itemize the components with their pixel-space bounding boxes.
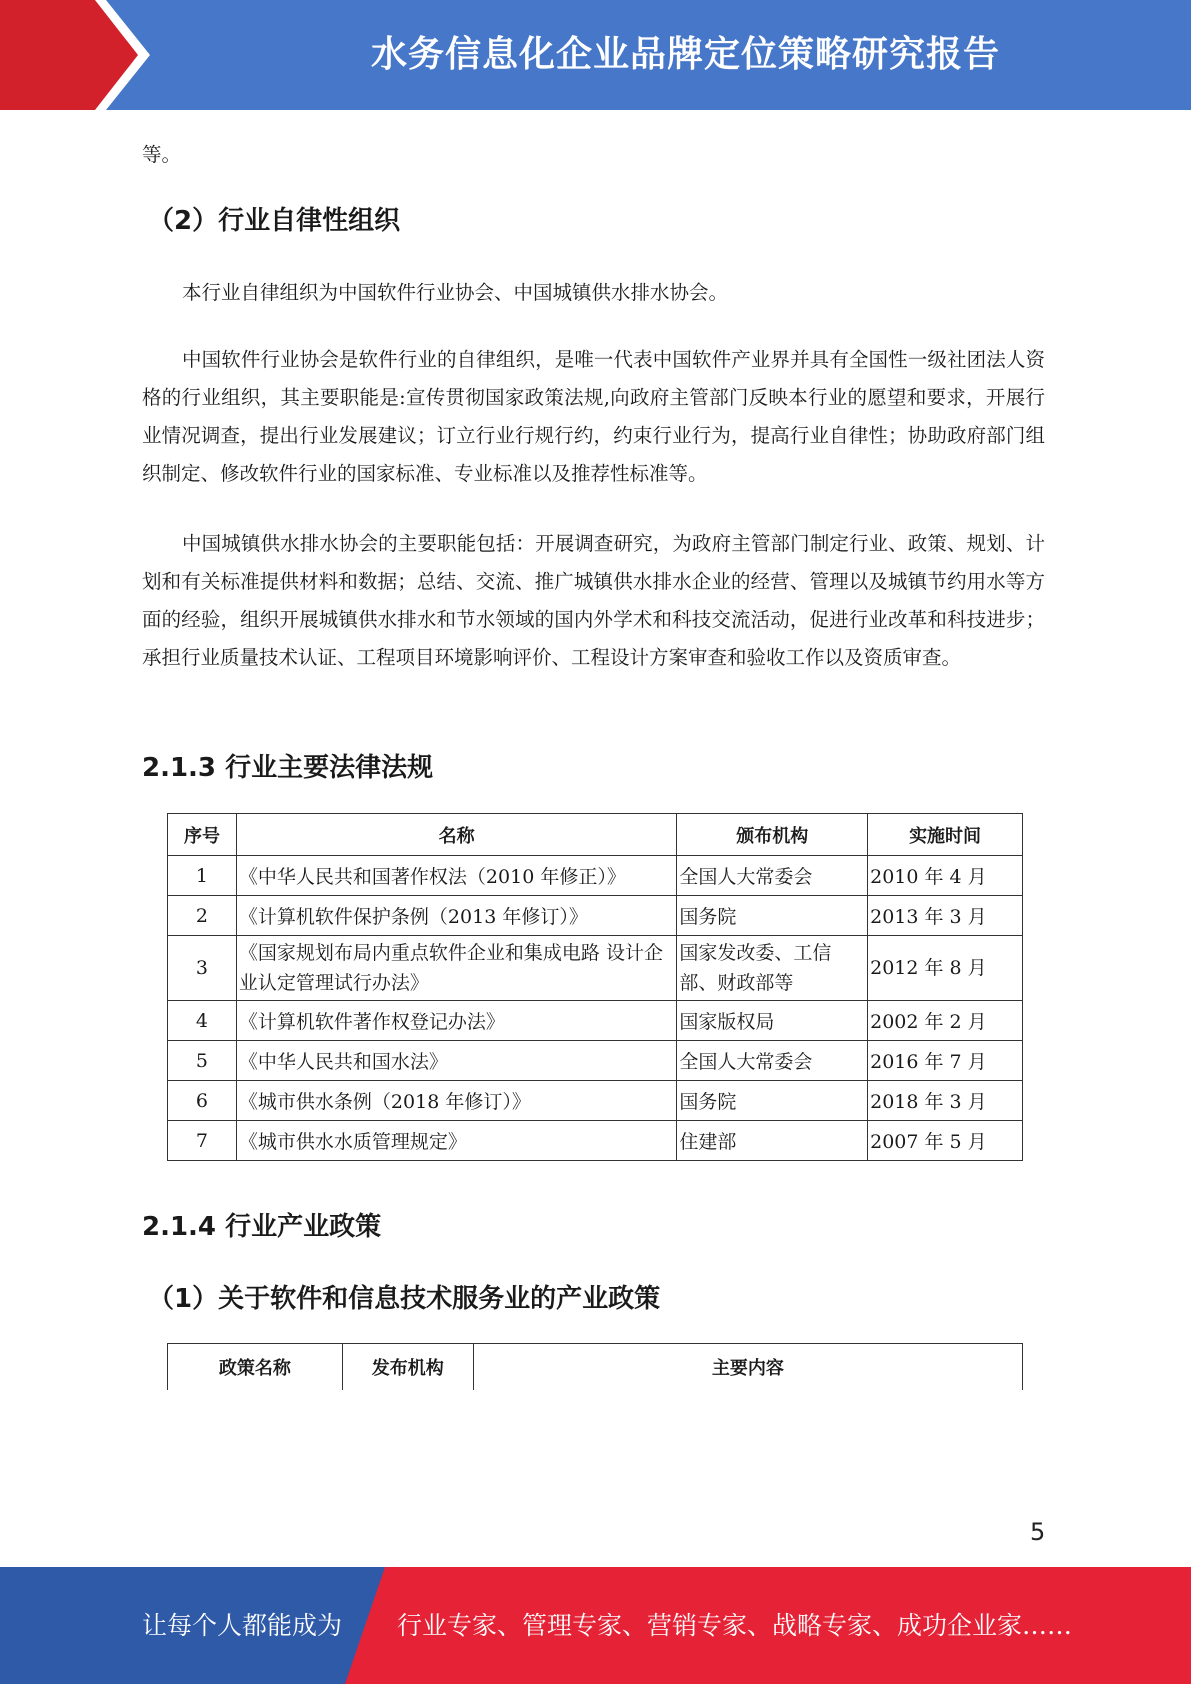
table-row (168, 1081, 1023, 1121)
cell-name: 《中华人民共和国著作权法（2010 年修正）》 (236, 856, 676, 896)
page-header (0, 0, 1191, 110)
footer-slogan-left: 让每个人都能成为 (142, 1611, 343, 1640)
cell-index: 3 (168, 936, 237, 1001)
cell-name: 《城市供水水质管理规定》 (236, 1121, 676, 1161)
paragraph-1: 本行业自律组织为中国软件行业协会、中国城镇供水排水协会。 (182, 281, 729, 304)
column-header: 名称 (236, 814, 676, 856)
cell-issuer: 国务院 (677, 896, 868, 936)
footer-slogan-right: 行业专家、管理专家、营销专家、战略专家、成功企业家…… (397, 1611, 1073, 1640)
cell-name: 《计算机软件保护条例（2013 年修订）》 (236, 896, 676, 936)
cell-name: 《城市供水条例（2018 年修订）》 (236, 1081, 676, 1121)
cell-issuer: 国家版权局 (677, 1001, 868, 1041)
continuation-text: 等。 (142, 143, 182, 166)
report-title: 水务信息化企业品牌定位策略研究报告 (370, 34, 1000, 75)
cell-date: 2013 年 3 月 (868, 896, 1023, 936)
table-header-row (168, 814, 1023, 856)
table-row (168, 1041, 1023, 1081)
cell-date: 2018 年 3 月 (868, 1081, 1023, 1121)
cell-name: 《计算机软件著作权登记办法》 (236, 1001, 676, 1041)
section-heading-self-regulation: （2）行业自律性组织 (148, 206, 401, 236)
cell-index: 1 (168, 856, 237, 896)
table-header-row (168, 1344, 1023, 1391)
cell-issuer: 住建部 (677, 1121, 868, 1161)
cell-name: 《国家规划布局内重点软件企业和集成电路 设计企业认定管理试行办法》 (236, 936, 676, 1001)
subheading-policy: （1）关于软件和信息技术服务业的产业政策 (148, 1284, 661, 1314)
column-header: 序号 (168, 814, 237, 856)
cell-index: 5 (168, 1041, 237, 1081)
cell-index: 7 (168, 1121, 237, 1161)
laws-table (167, 813, 1023, 1161)
cell-issuer: 全国人大常委会 (677, 1041, 868, 1081)
paragraph-2: 中国软件行业协会是软件行业的自律组织，是唯一代表中国软件产业界并具有全国性一级社团法人资格的行业组织，其主要职能是:宣传贯彻国家政策法规,向政府主管部门反映本行业的愿望和要求，开展行业情况调查，提出行业发展建议；订立行业行规行约，约束行业行为，提高行业自律性；协助政府部门组织制定、修改软件行业的国家标准、专业标准以及推荐性标准等。 (142, 348, 1045, 485)
cell-issuer: 国家发改委、工信部、财政部等 (677, 936, 868, 1001)
cell-name: 《中华人民共和国水法》 (236, 1041, 676, 1081)
cell-date: 2016 年 7 月 (868, 1041, 1023, 1081)
column-header: 发布机构 (342, 1344, 473, 1391)
cell-date: 2002 年 2 月 (868, 1001, 1023, 1041)
header-red-arrow (0, 0, 150, 110)
section-heading-policy: 2.1.4 行业产业政策 (142, 1212, 382, 1242)
column-header: 主要内容 (473, 1344, 1022, 1391)
paragraph-3: 中国城镇供水排水协会的主要职能包括：开展调查研究，为政府主管部门制定行业、政策、规划、计划和有关标准提供材料和数据；总结、交流、推广城镇供水排水企业的经营、管理以及城镇节约用水等方面的经验，组织开展城镇供水排水和节水领域的国内外学术和科技交流活动，促进行业改革和科技进步；承担行业质量技术认证、工程项目环境影响评价、工程设计方案审查和验收工作以及资质审查。 (142, 532, 1045, 669)
cell-index: 6 (168, 1081, 237, 1121)
cell-date: 2010 年 4 月 (868, 856, 1023, 896)
cell-issuer: 全国人大常委会 (677, 856, 868, 896)
cell-date: 2007 年 5 月 (868, 1121, 1023, 1161)
section-heading-laws: 2.1.3 行业主要法律法规 (142, 753, 434, 783)
cell-index: 4 (168, 1001, 237, 1041)
page-number: 5 (1030, 1518, 1046, 1546)
cell-index: 2 (168, 896, 237, 936)
policy-table (167, 1343, 1023, 1390)
table-row (168, 936, 1023, 1001)
table-row (168, 1121, 1023, 1161)
page-footer (0, 1567, 1191, 1684)
column-header: 颁布机构 (677, 814, 868, 856)
column-header: 实施时间 (868, 814, 1023, 856)
column-header: 政策名称 (168, 1344, 343, 1391)
cell-issuer: 国务院 (677, 1081, 868, 1121)
table-row (168, 1001, 1023, 1041)
cell-date: 2012 年 8 月 (868, 936, 1023, 1001)
table-row (168, 896, 1023, 936)
table-row (168, 856, 1023, 896)
